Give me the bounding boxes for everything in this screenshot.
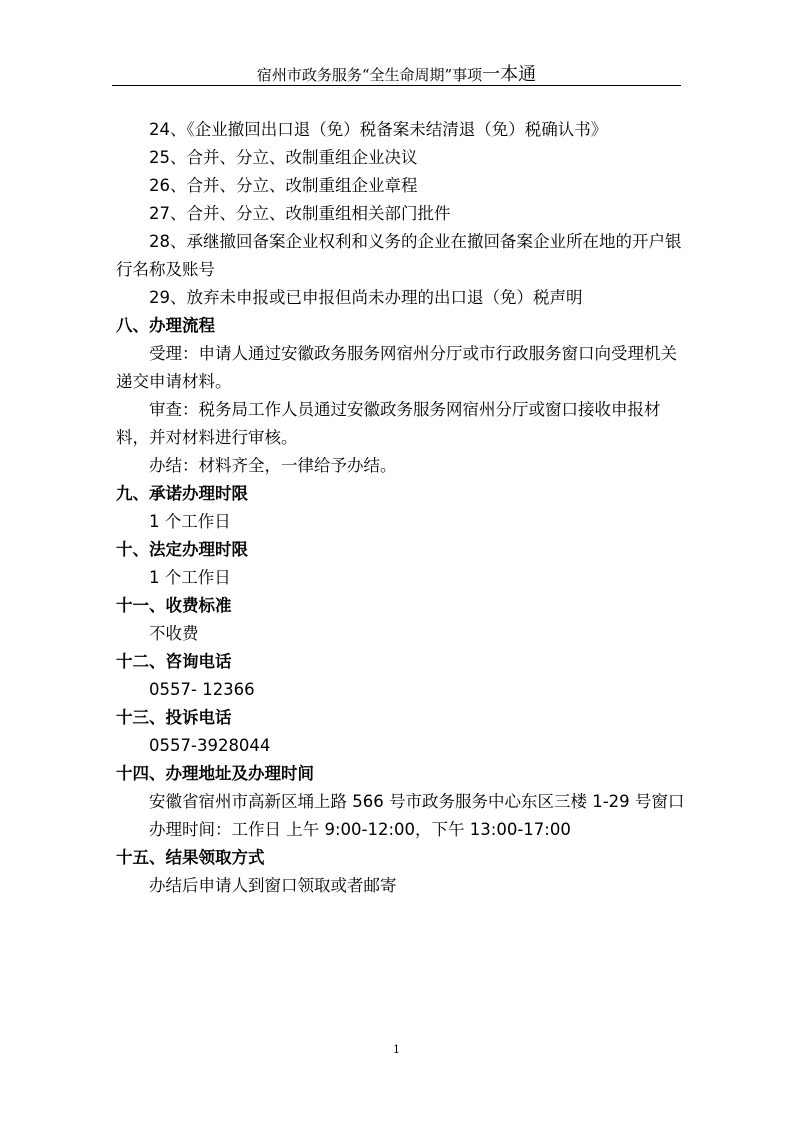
section-heading-legal-time: 十、法定办理时限 bbox=[116, 540, 248, 559]
section-heading-process: 八、办理流程 bbox=[116, 316, 215, 335]
process-accept: 受理：申请人通过安徽政务服务网宿州分厅或市行政服务窗口向受理机关递交申请材料。 bbox=[116, 344, 677, 391]
header-rule bbox=[112, 85, 681, 86]
list-item: 27、合并、分立、改制重组相关部门批件 bbox=[149, 204, 451, 223]
list-item: 26、合并、分立、改制重组企业章程 bbox=[149, 176, 418, 195]
section-heading-result: 十五、结果领取方式 bbox=[116, 848, 265, 867]
header-title: 宿州市政务服务“全生命周期”事项 bbox=[256, 66, 483, 84]
section-heading-fee: 十一、收费标准 bbox=[116, 596, 232, 615]
fee-value: 不收费 bbox=[149, 624, 199, 643]
list-item: 28、承继撤回备案企业权利和义务的企业在撤回备案企业所在地的开户银行名称及账号 bbox=[116, 232, 682, 279]
process-review: 审查：税务局工作人员通过安徽政务服务网宿州分厅或窗口接收申报材料，并对材料进行审核。 bbox=[116, 400, 661, 447]
header-title-tail: 一本通 bbox=[482, 64, 537, 85]
section-heading-complaint-phone: 十三、投诉电话 bbox=[116, 708, 232, 727]
process-conclude: 办结：材料齐全，一律给予办结。 bbox=[149, 456, 397, 475]
complaint-phone-value: 0557-3928044 bbox=[149, 736, 271, 755]
document-body bbox=[116, 116, 691, 900]
page-number: 1 bbox=[393, 1043, 400, 1056]
office-hours: 办理时间：工作日 上午 9:00-12:00，下午 13:00-17:00 bbox=[149, 820, 571, 839]
section-heading-address: 十四、办理地址及办理时间 bbox=[116, 764, 314, 783]
promise-time-value: 1 个工作日 bbox=[149, 512, 231, 531]
legal-time-value: 1 个工作日 bbox=[149, 568, 231, 587]
consult-phone-value: 0557- 12366 bbox=[149, 680, 255, 699]
address-value: 安徽省宿州市高新区埇上路 566 号市政务服务中心东区三楼 1-29 号窗口 bbox=[149, 792, 685, 811]
list-item: 29、放弃未申报或已申报但尚未办理的出口退（免）税声明 bbox=[149, 288, 583, 307]
page-header bbox=[0, 60, 793, 86]
list-item: 24、《企业撤回出口退（免）税备案未结清退（免）税确认书》 bbox=[149, 120, 608, 139]
section-heading-consult-phone: 十二、咨询电话 bbox=[116, 652, 232, 671]
list-item: 25、合并、分立、改制重组企业决议 bbox=[149, 148, 418, 167]
section-heading-promise-time: 九、承诺办理时限 bbox=[116, 484, 248, 503]
result-value: 办结后申请人到窗口领取或者邮寄 bbox=[149, 876, 397, 895]
